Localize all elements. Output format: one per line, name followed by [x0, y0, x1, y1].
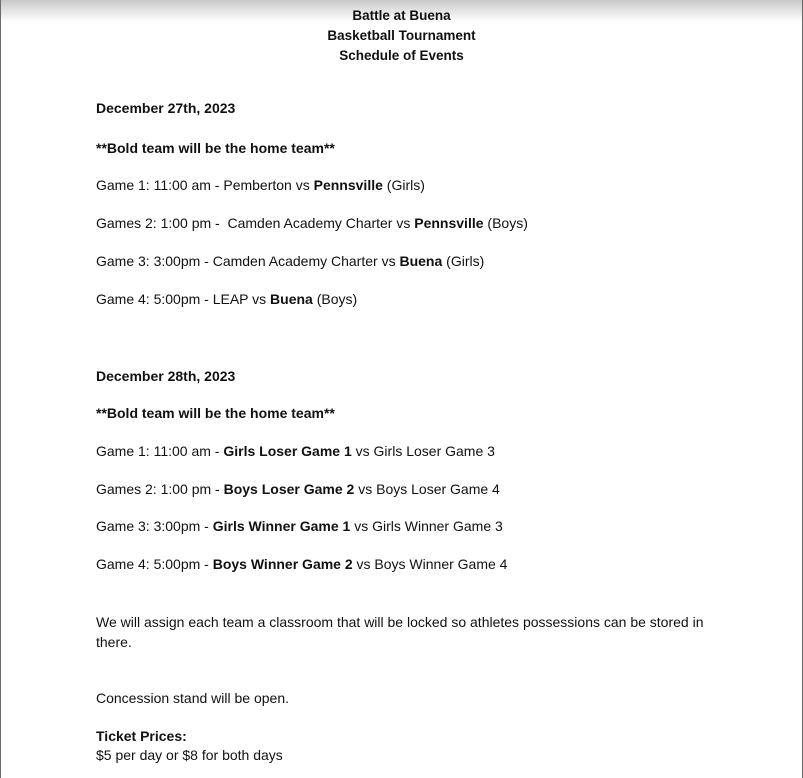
game-text: vs Girls Loser Game 3	[351, 443, 495, 459]
game-text: (Girls)	[382, 177, 425, 193]
game-text: Game 4: 5:00pm - LEAP vs	[96, 291, 271, 307]
day1-date: December 27th, 2023	[96, 100, 236, 116]
day2-date: December 28th, 2023	[96, 368, 236, 384]
ticket-prices-text: $5 per day or $8 for both days	[96, 747, 283, 763]
day1-game-4	[96, 289, 357, 309]
game-text: Game 3: 3:00pm - Camden Academy Charter vs	[96, 253, 400, 269]
home-team: Girls Loser Game 1	[223, 443, 352, 459]
ticket-prices-heading: Ticket Prices:	[96, 728, 187, 744]
classroom-note: We will assign each team a classroom that will be locked so athletes possessions can be stored in there.	[96, 614, 704, 650]
concession-note: Concession stand will be open.	[96, 690, 290, 706]
day1-game-2	[96, 213, 528, 233]
game-text: Game 1: 11:00 am - Pemberton vs	[96, 177, 314, 193]
home-team: Pennsville	[414, 215, 484, 231]
day1-home-team-note: **Bold team will be the home team**	[96, 140, 335, 156]
day2-game-1	[96, 441, 495, 461]
header-subtitle: Basketball Tournament	[327, 28, 476, 43]
home-team: Buena	[399, 253, 443, 269]
game-text: Games 2: 1:00 pm - Camden Academy Charter vs	[96, 215, 415, 231]
day1-game-3	[96, 251, 484, 271]
document-header	[1, 6, 802, 66]
game-text: (Girls)	[442, 253, 485, 269]
home-team: Buena	[270, 291, 313, 307]
day2-game-4	[96, 554, 507, 574]
home-team: Girls Winner Game 1	[212, 518, 351, 534]
home-team: Boys Loser Game 2	[223, 481, 355, 497]
game-text: vs Boys Loser Game 4	[354, 481, 500, 497]
header-title: Battle at Buena	[352, 8, 451, 23]
day1-game-1	[96, 175, 425, 195]
game-text: vs Girls Winner Game 3	[350, 518, 503, 534]
game-text: vs Boys Winner Game 4	[352, 556, 508, 572]
game-text: Games 2: 1:00 pm -	[96, 481, 224, 497]
day2-game-2	[96, 479, 500, 499]
day2-game-3	[96, 516, 503, 536]
day2-home-team-note: **Bold team will be the home team**	[96, 405, 335, 421]
game-text: (Boys)	[483, 215, 528, 231]
game-text: (Boys)	[312, 291, 358, 307]
game-text: Game 1: 11:00 am -	[96, 443, 224, 459]
home-team: Pennsville	[313, 177, 383, 193]
header-schedule: Schedule of Events	[339, 48, 464, 63]
game-text: Game 3: 3:00pm -	[96, 518, 213, 534]
home-team: Boys Winner Game 2	[212, 556, 353, 572]
game-text: Game 4: 5:00pm -	[96, 556, 213, 572]
